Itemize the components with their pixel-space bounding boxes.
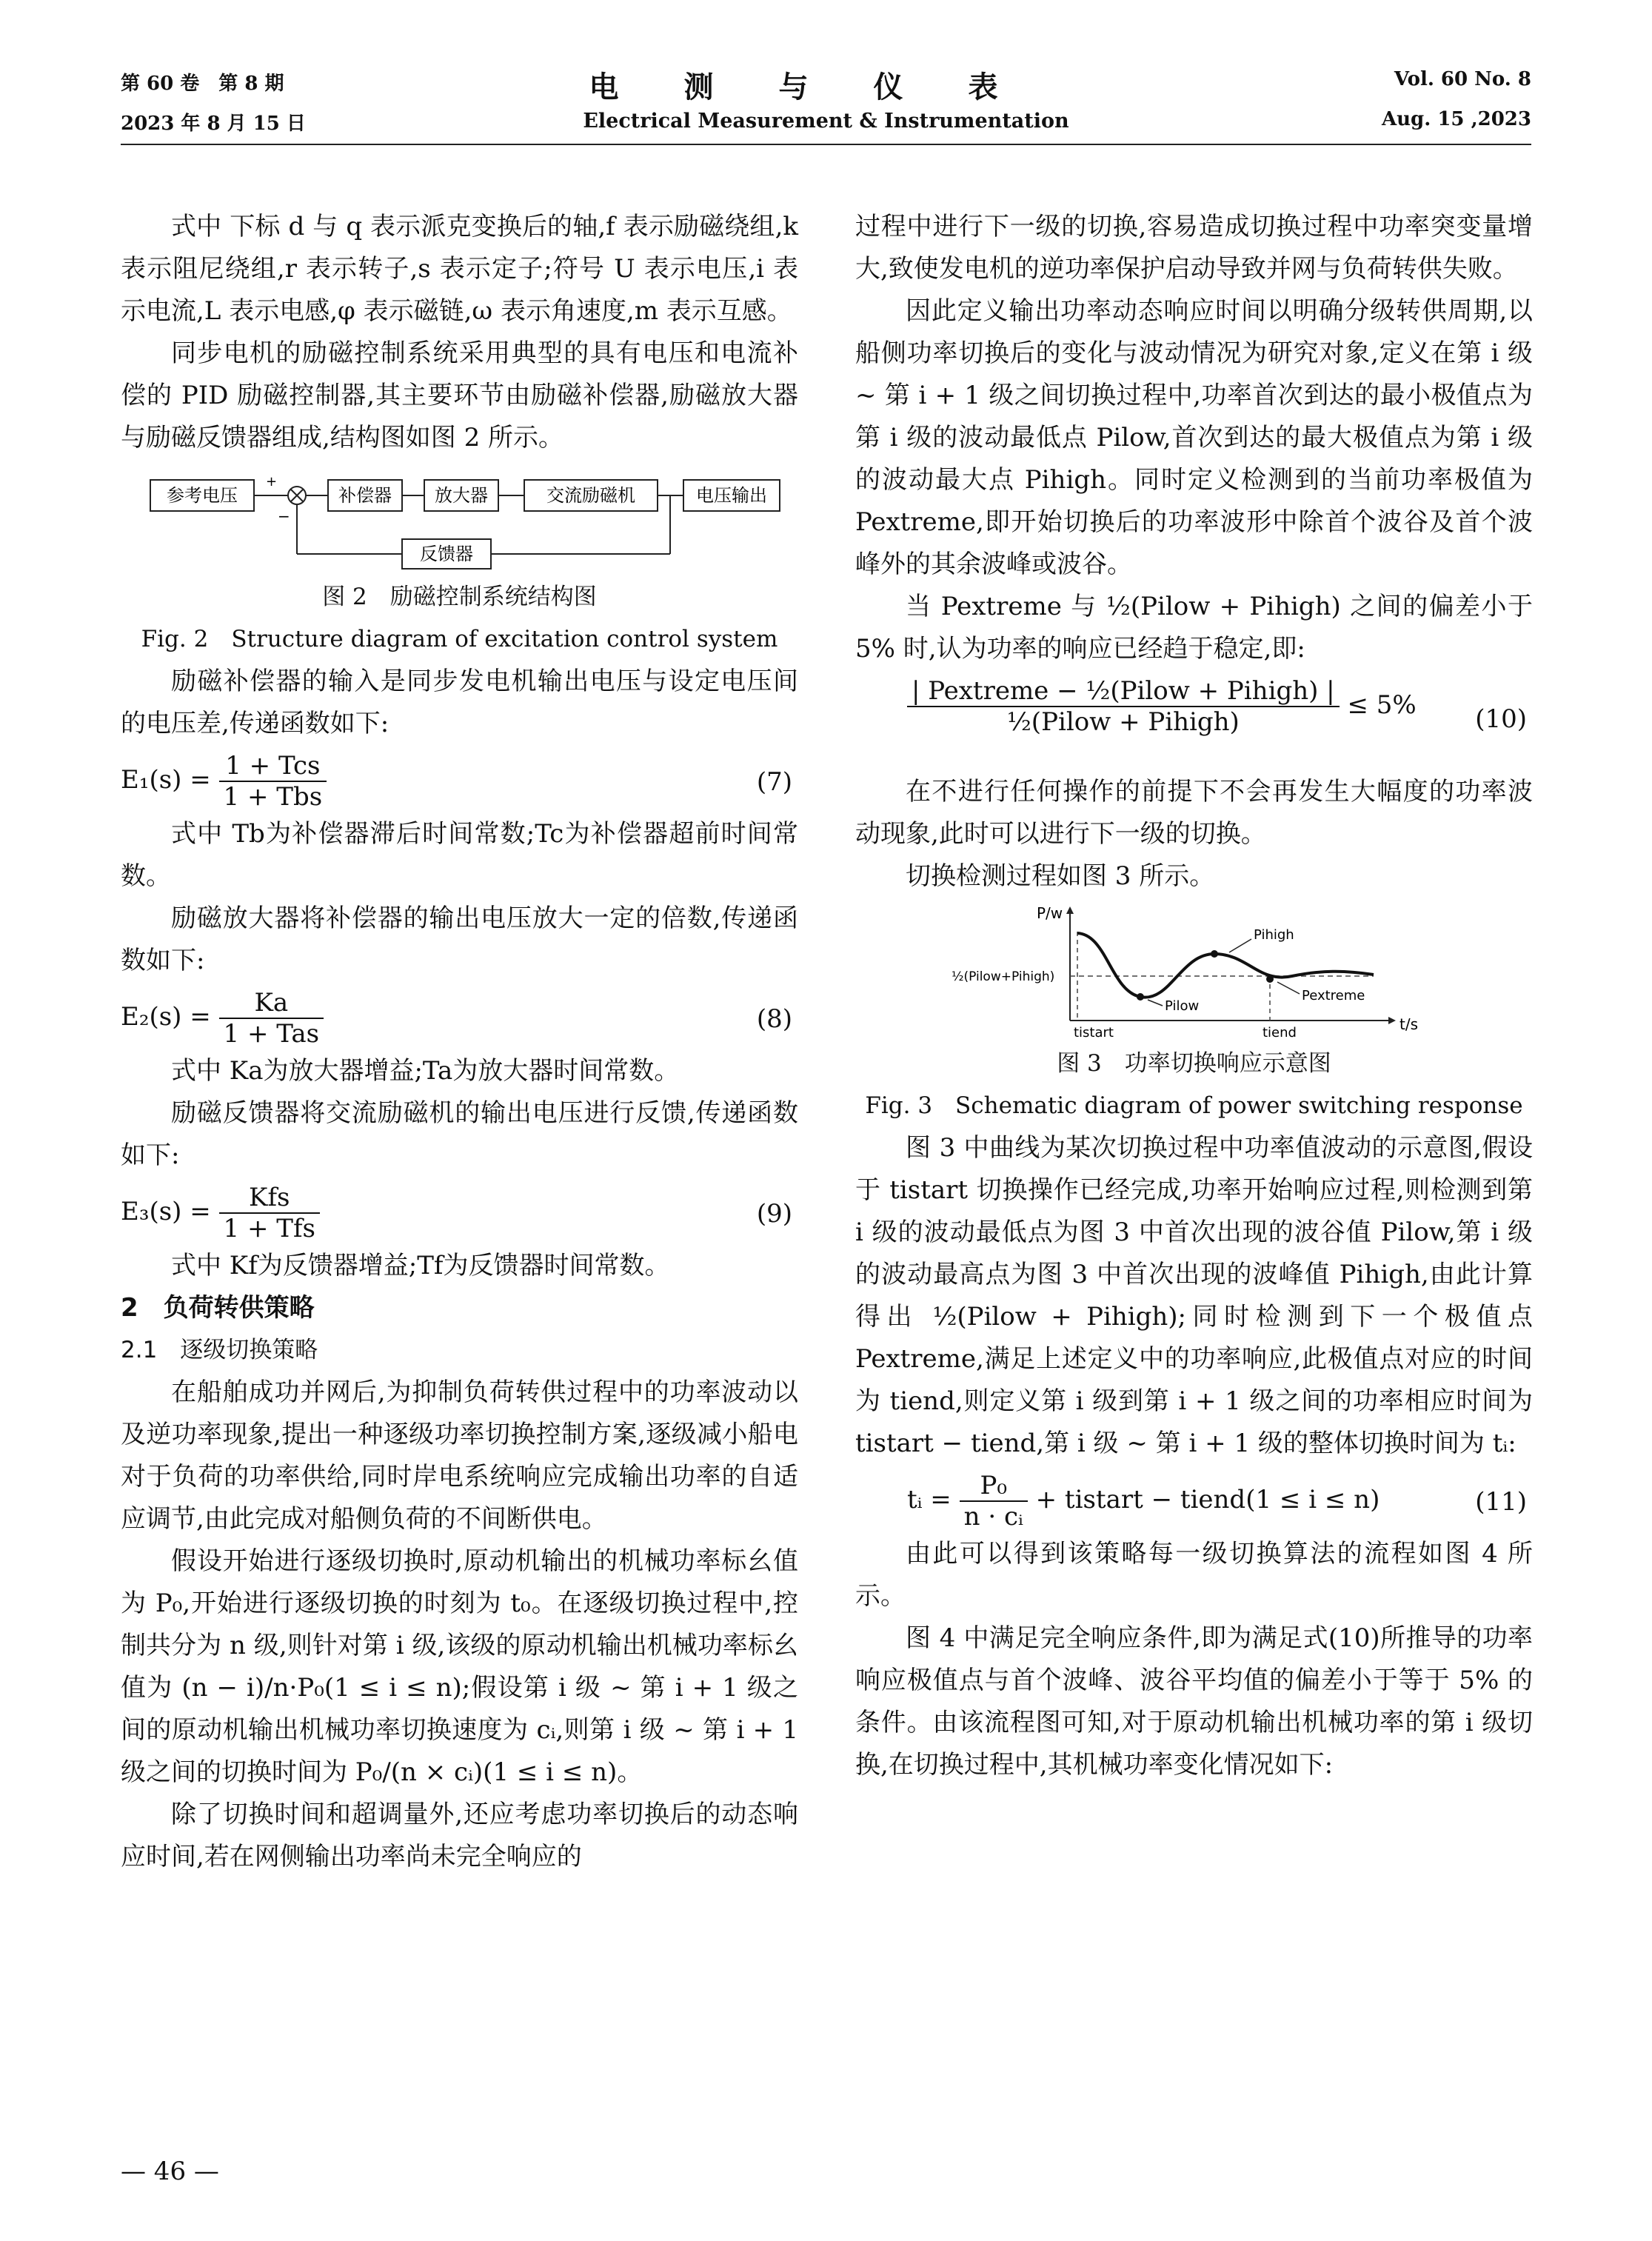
eq8-numerator: Ka <box>219 988 324 1019</box>
equation-8 <box>121 988 798 1049</box>
eq8-number: (8) <box>756 1004 792 1034</box>
journal-title-cn: 电测与仪表 <box>589 70 1063 104</box>
paragraph: 因此定义输出功率动态响应时间以明确分级转供周期,以船侧功率切换后的变化与波动情况为研究对象,定义在第 i 级 ~ 第 i + 1 级之间切换过程中,功率首次到达的最小极值点为第 i 级的波动最低点 Pilow,首次到达的最大极值点为第 i 级的波动最大点 Pihigh。同时定义检测到的当前功率极值为 Pextreme,即开始切换后的功率波形中除首个波谷及首个波峰外的其余波峰或波谷。 <box>855 296 1533 579</box>
pihigh-point <box>1211 950 1218 958</box>
label-amplifier: 放大器 <box>435 485 488 506</box>
paragraph: 图 3 中曲线为某次切换过程中功率值波动的示意图,假设于 tistart 切换操作已经完成,功率开始响应过程,则检测到第 i 级的波动最低点为图 3 中首次出现的波谷值 Pilow,第 i 级的波动最高点为图 3 中首次出现的波峰值 Pihigh,由此计算得出 ½(Pilow + Pihigh);同时检测到下一个极值点 Pextreme,满足上述定义中的功率响应,此极值点对应的时间为 tiend,则定义第 i 级到第 i + 1 级之间的功率相应时间为 tistart − tiend,第 i 级 ~ 第 i + 1 级的整体切换时间为 tᵢ: <box>855 1133 1533 1458</box>
eq11-numerator: P₀ <box>960 1471 1028 1502</box>
eq7-number: (7) <box>756 767 792 797</box>
eq9-lhs: E₃(s) = <box>121 1197 211 1226</box>
paragraph: 式中 Ka为放大器增益;Ta为放大器时间常数。 <box>171 1056 680 1086</box>
eq11-denominator: n · cᵢ <box>963 1502 1023 1532</box>
volume-issue-en: Vol. 60 No. 8 <box>1394 68 1531 90</box>
eq7-lhs: E₁(s) = <box>121 765 211 795</box>
volume-issue: 第 60 卷 第 8 期 <box>121 73 284 95</box>
paragraph: 假设开始进行逐级切换时,原动机输出的机械功率标幺值为 P₀,开始进行逐级切换的时刻为 t₀。在逐级切换过程中,控制共分为 n 级,则针对第 i 级,该级的原动机输出机械功率标幺值为 (n − i)/n·P₀(1 ≤ i ≤ n);假设第 i 级 ~ 第 i + 1 级之间的原动机输出机械功率切换速度为 cᵢ,则第 i 级 ~ 第 i + 1 级之间的切换时间为 P₀/(n × cᵢ)(1 ≤ i ≤ n)。 <box>121 1546 798 1787</box>
paragraph: 除了切换时间和超调量外,还应考虑功率切换后的动态响应时间,若在网侧输出功率尚未完全响应的 <box>121 1800 798 1871</box>
equation-9 <box>121 1183 798 1243</box>
pextreme-point <box>1266 975 1274 983</box>
equation-7 <box>121 751 798 812</box>
excitation-control-diagram <box>121 465 798 576</box>
power-switching-response-plot <box>855 902 1533 1043</box>
equation-11 <box>855 1471 1533 1532</box>
page-number: — 46 — <box>121 2157 219 2186</box>
eq11-number: (11) <box>1475 1487 1527 1517</box>
figure-2 <box>121 465 798 576</box>
eq8-lhs: E₂(s) = <box>121 1002 211 1032</box>
journal-title-en: Electrical Measurement & Instrumentation <box>583 110 1069 133</box>
paragraph: 同步电机的励磁控制系统采用典型的具有电压和电流补偿的 PID 励磁控制器,其主要环节由励磁补偿器,励磁放大器与励磁反馈器组成,结构图如图 2 所示。 <box>121 338 798 452</box>
pilow-label: Pilow <box>1165 998 1200 1014</box>
section-heading: 2 负荷转供策略 <box>121 1293 315 1323</box>
paragraph: 励磁补偿器的输入是同步发电机输出电压与设定电压间的电压差,传递函数如下: <box>121 667 798 738</box>
header-rule <box>121 144 1531 145</box>
eq8-denominator: 1 + Tas <box>223 1019 320 1049</box>
label-compensator: 补偿器 <box>338 485 392 506</box>
page-header <box>121 64 1531 182</box>
paragraph: 式中 Kf为反馈器增益;Tf为反馈器时间常数。 <box>171 1251 670 1280</box>
right-column <box>855 206 1533 1786</box>
label-feedback: 反馈器 <box>420 544 473 564</box>
paragraph: 式中 Tb为补偿器滞后时间常数;Tc为补偿器超前时间常数。 <box>121 819 798 891</box>
paragraph: 由此可以得到该策略每一级切换算法的流程如图 4 所示。 <box>855 1539 1533 1611</box>
fig2-caption-en: Fig. 2 Structure diagram of excitation control system <box>141 626 778 652</box>
y-axis-label: P/w <box>1037 904 1063 922</box>
pihigh-label: Pihigh <box>1254 927 1294 943</box>
fig3-caption-cn: 图 3 功率切换响应示意图 <box>1057 1050 1331 1077</box>
pextreme-label: Pextreme <box>1302 988 1365 1003</box>
eq9-number: (9) <box>756 1199 792 1229</box>
tistart-label: tistart <box>1074 1025 1114 1041</box>
eq11-lhs: tᵢ = <box>907 1485 952 1514</box>
eq10-numerator: | Pextreme − ½(Pilow + Pihigh) | <box>907 676 1340 707</box>
equation-10 <box>855 676 1533 765</box>
label-exciter: 交流励磁机 <box>546 485 635 506</box>
figure-3 <box>855 902 1533 1043</box>
fig2-caption-cn: 图 2 励磁控制系统结构图 <box>322 584 597 610</box>
average-label: ½(Pilow+Pihigh) <box>952 969 1055 984</box>
label-ref-voltage: 参考电压 <box>167 485 238 506</box>
pilow-point <box>1137 993 1144 1001</box>
fig3-caption-en: Fig. 3 Schematic diagram of power switching response <box>865 1092 1523 1119</box>
paragraph: 图 4 中满足完全响应条件,即为满足式(10)所推导的功率响应极值点与首个波峰、波谷平均值的偏差小于等于 5% 的条件。由该流程图可知,对于原动机输出机械功率的第 i 级切换,在切换过程中,其机械功率变化情况如下: <box>855 1623 1533 1780</box>
paragraph: 在船舶成功并网后,为抑制负荷转供过程中的功率波动以及逆功率现象,提出一种逐级功率切换控制方案,逐级减小船电对于负荷的功率供给,同时岸电系统响应完成输出功率的自适应调节,由此完成对船侧负荷的不间断供电。 <box>121 1377 798 1534</box>
eq9-denominator: 1 + Tfs <box>223 1214 315 1243</box>
minus-sign: − <box>278 507 290 525</box>
publish-date: 2023 年 8 月 15 日 <box>121 113 306 135</box>
paragraph: 过程中进行下一级的切换,容易造成切换过程中功率突变量增大,致使发电机的逆功率保护启动导致并网与负荷转供失败。 <box>855 212 1533 284</box>
eq10-denominator: ½(Pilow + Pihigh) <box>1006 707 1240 737</box>
eq10-number: (10) <box>1475 704 1527 734</box>
eq7-denominator: 1 + Tbs <box>223 782 323 812</box>
paragraph: 切换检测过程如图 3 所示。 <box>906 861 1215 891</box>
x-axis-label: t/s <box>1399 1015 1418 1033</box>
subsection-heading: 2.1 逐级切换策略 <box>121 1337 318 1363</box>
left-column <box>121 206 798 1878</box>
paragraph: 当 Pextreme 与 ½(Pilow + Pihigh) 之间的偏差小于 5% 时,认为功率的响应已经趋于稳定,即: <box>855 592 1533 664</box>
eq11-rhs: + tistart − tiend(1 ≤ i ≤ n) <box>1035 1485 1380 1514</box>
label-output: 电压输出 <box>696 485 767 506</box>
eq9-numerator: Kfs <box>219 1183 320 1214</box>
paragraph: 励磁反馈器将交流励磁机的输出电压进行反馈,传递函数如下: <box>121 1098 798 1170</box>
tiend-label: tiend <box>1263 1025 1297 1041</box>
plus-sign: + <box>266 474 278 490</box>
paragraph: 在不进行任何操作的前提下不会再发生大幅度的功率波动现象,此时可以进行下一级的切换。 <box>855 777 1533 849</box>
publish-date-en: Aug. 15 ,2023 <box>1381 108 1531 130</box>
paragraph: 式中 下标 d 与 q 表示派克变换后的轴,f 表示励磁绕组,k 表示阻尼绕组,r 表示转子,s 表示定子;符号 U 表示电压,i 表示电流,L 表示电感,φ 表示磁链,ω 表示角速度,m 表示互感。 <box>121 212 798 326</box>
eq10-rhs: ≤ 5% <box>1347 690 1417 720</box>
paragraph: 励磁放大器将补偿器的输出电压放大一定的倍数,传递函数如下: <box>121 904 798 975</box>
eq7-numerator: 1 + Tcs <box>219 751 327 782</box>
